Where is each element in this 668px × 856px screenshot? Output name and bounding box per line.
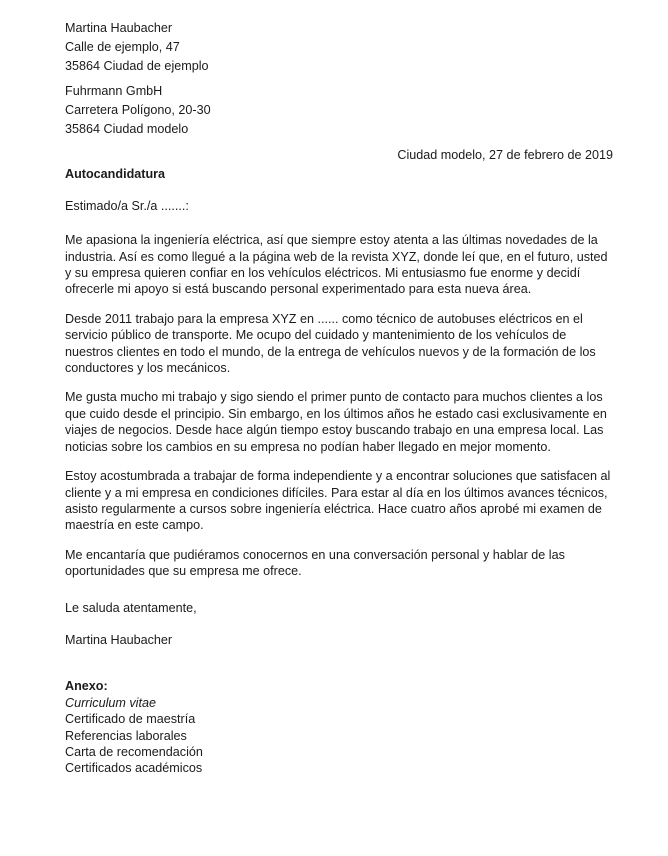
salutation: Estimado/a Sr./a .......: (65, 198, 189, 213)
recipient-block (65, 82, 613, 139)
body-paragraph-3: Me gusta mucho mi trabajo y sigo siendo el primer punto de contacto para muchos clientes a los que cuido desde el principio. Sin embargo, en los últimos años he estado casi exclusivamente en viajes de negocios. Desde hace algún tiempo estoy buscando trabajo en una empresa local. Las noticias sobre los cambios en su empresa no podían haber llegado en mejor momento. (65, 390, 607, 454)
enclosure-item-master-certificate: Certificado de maestría (65, 712, 196, 727)
enclosures-title: Anexo: (65, 679, 108, 694)
body-paragraph-1: Me apasiona la ingeniería eléctrica, así que siempre estoy atenta a las últimas novedades de la industria. Así es como llegué a la página web de la revista XYZ, donde leí que, en el futuro, usted y su empresa quieren confiar en los vehículos eléctricos. Mi entusiasmo fue enorme y decidí ofrecerle mi apoyo si está buscando personal experimentado para esta nueva área. (65, 233, 608, 297)
body-paragraph-5: Me encantaría que pudiéramos conocernos en una conversación personal y hablar de las oportunidades que su empresa me ofrece. (65, 547, 565, 579)
date-line: Ciudad modelo, 27 de febrero de 2019 (397, 148, 613, 162)
enclosures-block (65, 678, 613, 776)
sender-block (65, 19, 613, 76)
enclosure-item-cv: Curriculum vitae (65, 695, 156, 710)
recipient-company: Fuhrmann GmbH (65, 84, 163, 98)
enclosure-item-work-references: Referencias laborales (65, 728, 187, 743)
signature-name: Martina Haubacher (65, 632, 173, 647)
sender-name: Martina Haubacher (65, 21, 173, 35)
enclosure-item-academic-certificates: Certificados académicos (65, 761, 203, 776)
body-paragraph-4: Estoy acostumbrada a trabajar de forma independiente y a encontrar soluciones que satisfacen al cliente y a mi empresa en condiciones difíciles. Para estar al día en los últimos avances técnicos, asisto regularmente a cursos sobre ingeniería eléctrica. Hace cuatro años aprobé mi examen de maestría en este campo. (65, 469, 611, 533)
body-paragraph-2: Desde 2011 trabajo para la empresa XYZ en ...... como técnico de autobuses eléctricos en el servicio público de transporte. Me ocupo del cuidado y mantenimiento de los vehículos de nuestros clientes en todo el mundo, de la entrega de vehículos nuevos y de la formación de los conductores y los mecánicos. (65, 311, 596, 376)
sender-street: Calle de ejemplo, 47 (65, 40, 180, 54)
recipient-street: Carretera Polígono, 20-30 (65, 103, 211, 117)
recipient-city: 35864 Ciudad modelo (65, 122, 189, 136)
subject-line: Autocandidatura (65, 167, 166, 182)
closing-line: Le saluda atentamente, (65, 600, 197, 615)
sender-city: 35864 Ciudad de ejemplo (65, 59, 209, 73)
enclosure-item-recommendation-letter: Carta de recomendación (65, 744, 203, 759)
